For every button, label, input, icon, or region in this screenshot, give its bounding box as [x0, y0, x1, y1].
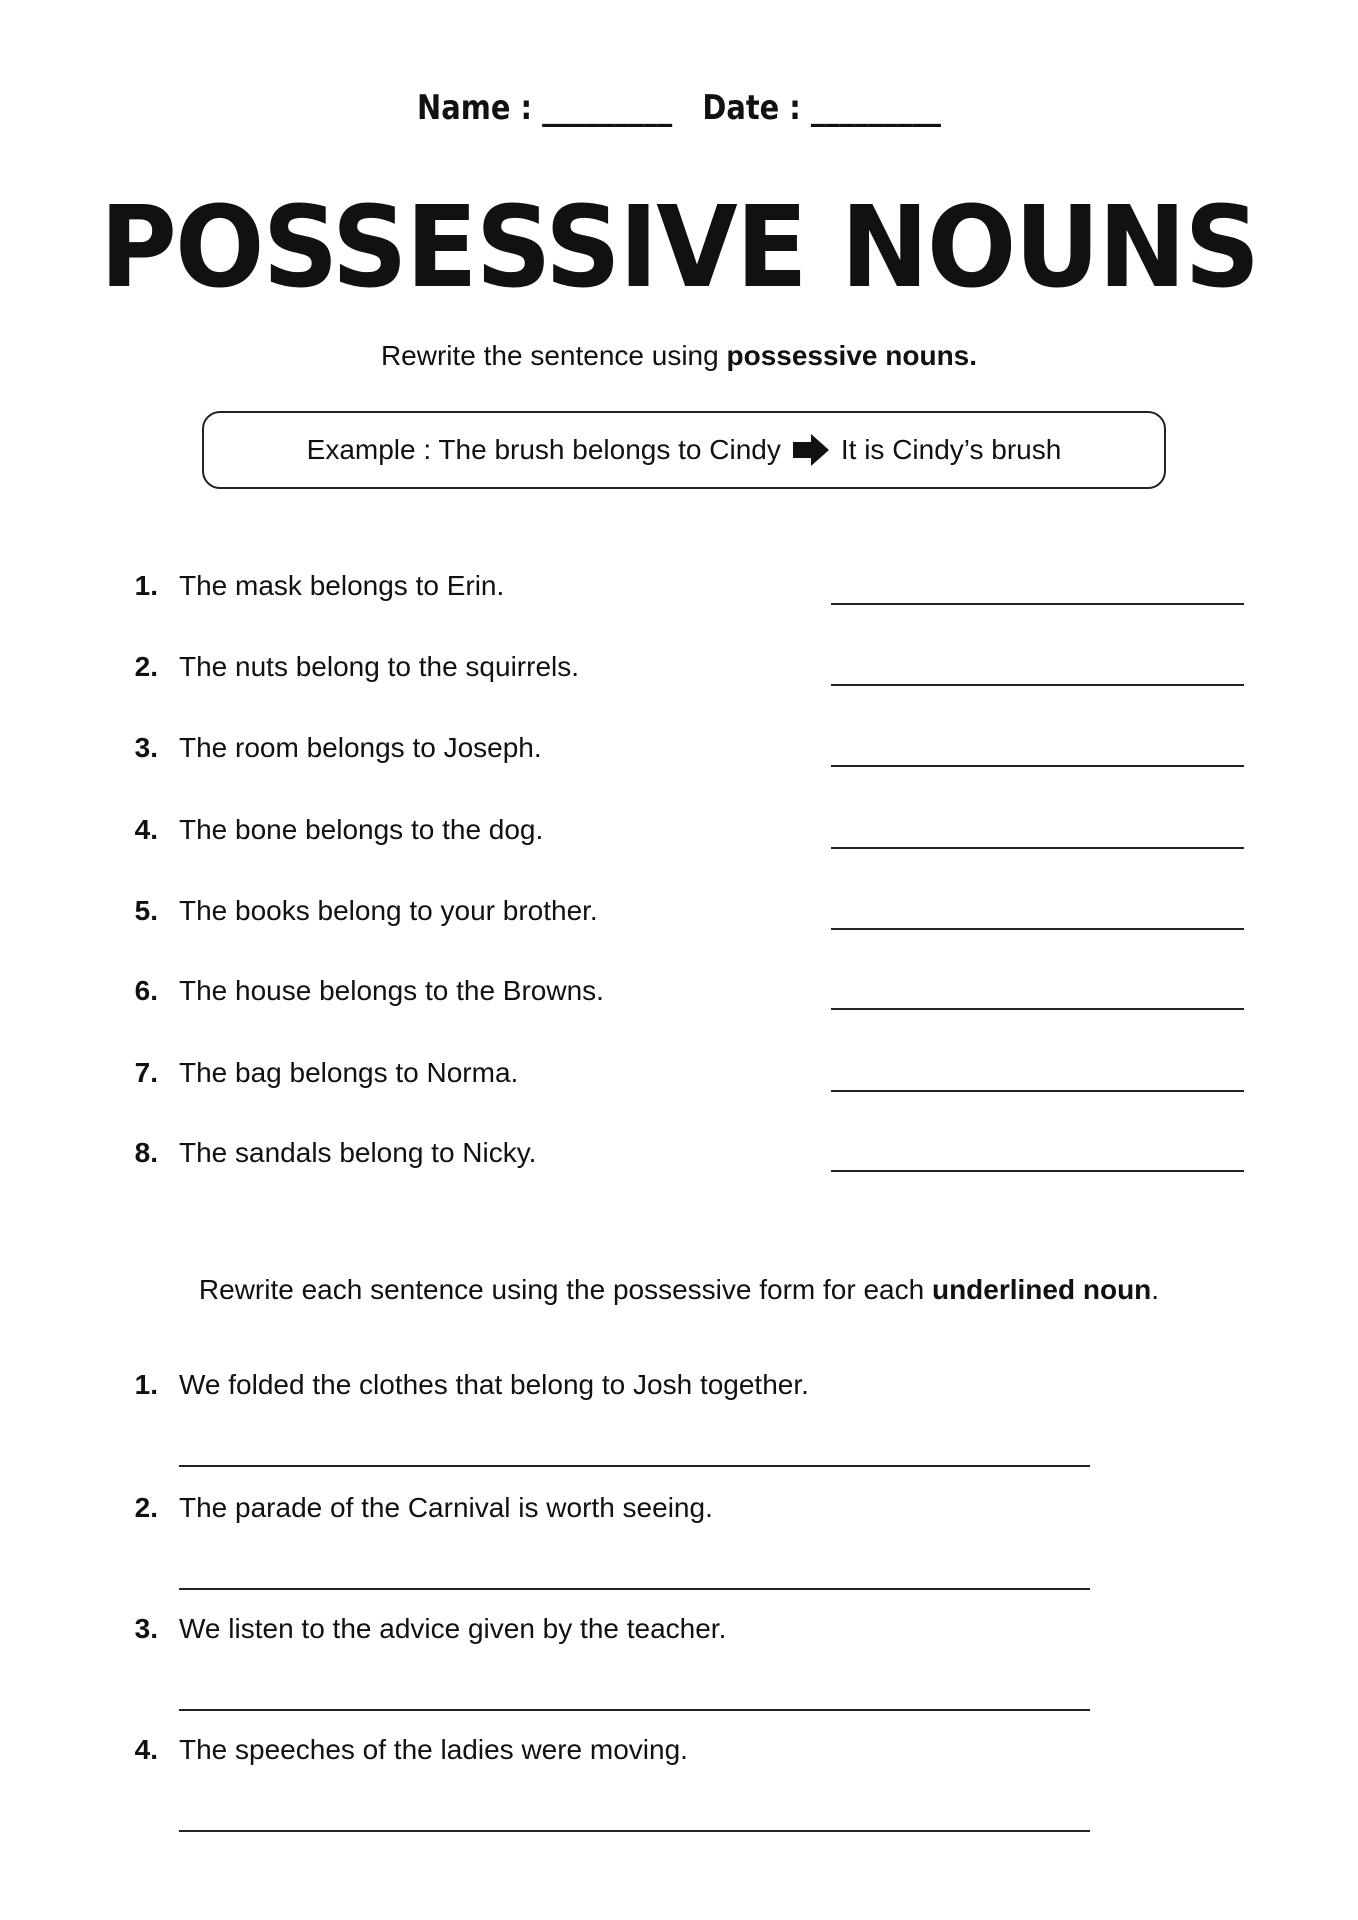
instruction-text: Rewrite the sentence using [380, 340, 727, 371]
question-text: The parade of the Carnival is worth seeing. [179, 1492, 713, 1523]
answer-line[interactable] [831, 928, 1244, 930]
name-field[interactable]: Name : _________ [417, 88, 673, 128]
part1-instruction [0, 340, 1358, 372]
question-row [0, 732, 1358, 776]
question-text: The room belongs to Joseph. [179, 732, 542, 763]
instruction-bold: underlined noun [931, 1274, 1152, 1305]
instruction-text: Rewrite each sentence using the possessive form for each [198, 1274, 932, 1305]
question-number: 1. [134, 570, 158, 601]
question-row [0, 1137, 1358, 1181]
instruction-end: . [1151, 1274, 1160, 1305]
answer-line[interactable] [831, 1170, 1244, 1172]
question-row [0, 570, 1358, 614]
question-text: The books belong to your brother. [179, 895, 598, 926]
answer-line[interactable] [831, 603, 1244, 605]
example-result: It is Cindy’s brush [840, 434, 1062, 465]
question-row [0, 895, 1358, 939]
answer-line[interactable] [831, 1008, 1244, 1010]
answer-line[interactable] [179, 1588, 1090, 1590]
name-date-row [102, 88, 1256, 128]
question-number: 5. [134, 895, 158, 926]
question-row [0, 975, 1358, 1019]
instruction-bold: possessive nouns. [726, 340, 978, 371]
question-number: 3. [134, 732, 158, 763]
question-row [0, 1734, 1358, 1778]
question-number: 6. [134, 975, 158, 1006]
answer-line[interactable] [179, 1465, 1090, 1467]
answer-line[interactable] [831, 765, 1244, 767]
question-number: 3. [134, 1613, 158, 1644]
question-text: We folded the clothes that belong to Josh together. [179, 1369, 809, 1400]
question-row [0, 1369, 1358, 1413]
question-text: The nuts belong to the squirrels. [179, 651, 580, 682]
part2-instruction [0, 1274, 1358, 1306]
answer-line[interactable] [831, 1090, 1244, 1092]
example-box [202, 411, 1166, 489]
answer-line[interactable] [831, 684, 1244, 686]
question-row [0, 814, 1358, 858]
question-row [0, 1613, 1358, 1657]
question-number: 4. [134, 1734, 158, 1765]
question-row [0, 651, 1358, 695]
question-text: The sandals belong to Nicky. [179, 1137, 537, 1168]
question-row [0, 1057, 1358, 1101]
question-text: The house belongs to the Browns. [179, 975, 604, 1006]
question-number: 2. [134, 651, 158, 682]
right-arrow-icon [791, 433, 831, 467]
question-number: 4. [134, 814, 158, 845]
question-text: We listen to the advice given by the teacher. [179, 1613, 727, 1644]
page-title: POSSESSIVE NOUNS [99, 183, 1259, 313]
question-text: The bag belongs to Norma. [179, 1057, 519, 1088]
question-number: 8. [134, 1137, 158, 1168]
question-text: The bone belongs to the dog. [179, 814, 544, 845]
question-number: 2. [134, 1492, 158, 1523]
date-field[interactable]: Date : _________ [702, 88, 941, 128]
question-number: 7. [134, 1057, 158, 1088]
answer-line[interactable] [831, 847, 1244, 849]
example-prefix: Example : The brush belongs to Cindy [306, 434, 781, 465]
question-row [0, 1492, 1358, 1536]
answer-line[interactable] [179, 1709, 1090, 1711]
answer-line[interactable] [179, 1830, 1090, 1832]
question-text: The mask belongs to Erin. [179, 570, 505, 601]
question-number: 1. [134, 1369, 158, 1400]
question-text: The speeches of the ladies were moving. [179, 1734, 688, 1765]
